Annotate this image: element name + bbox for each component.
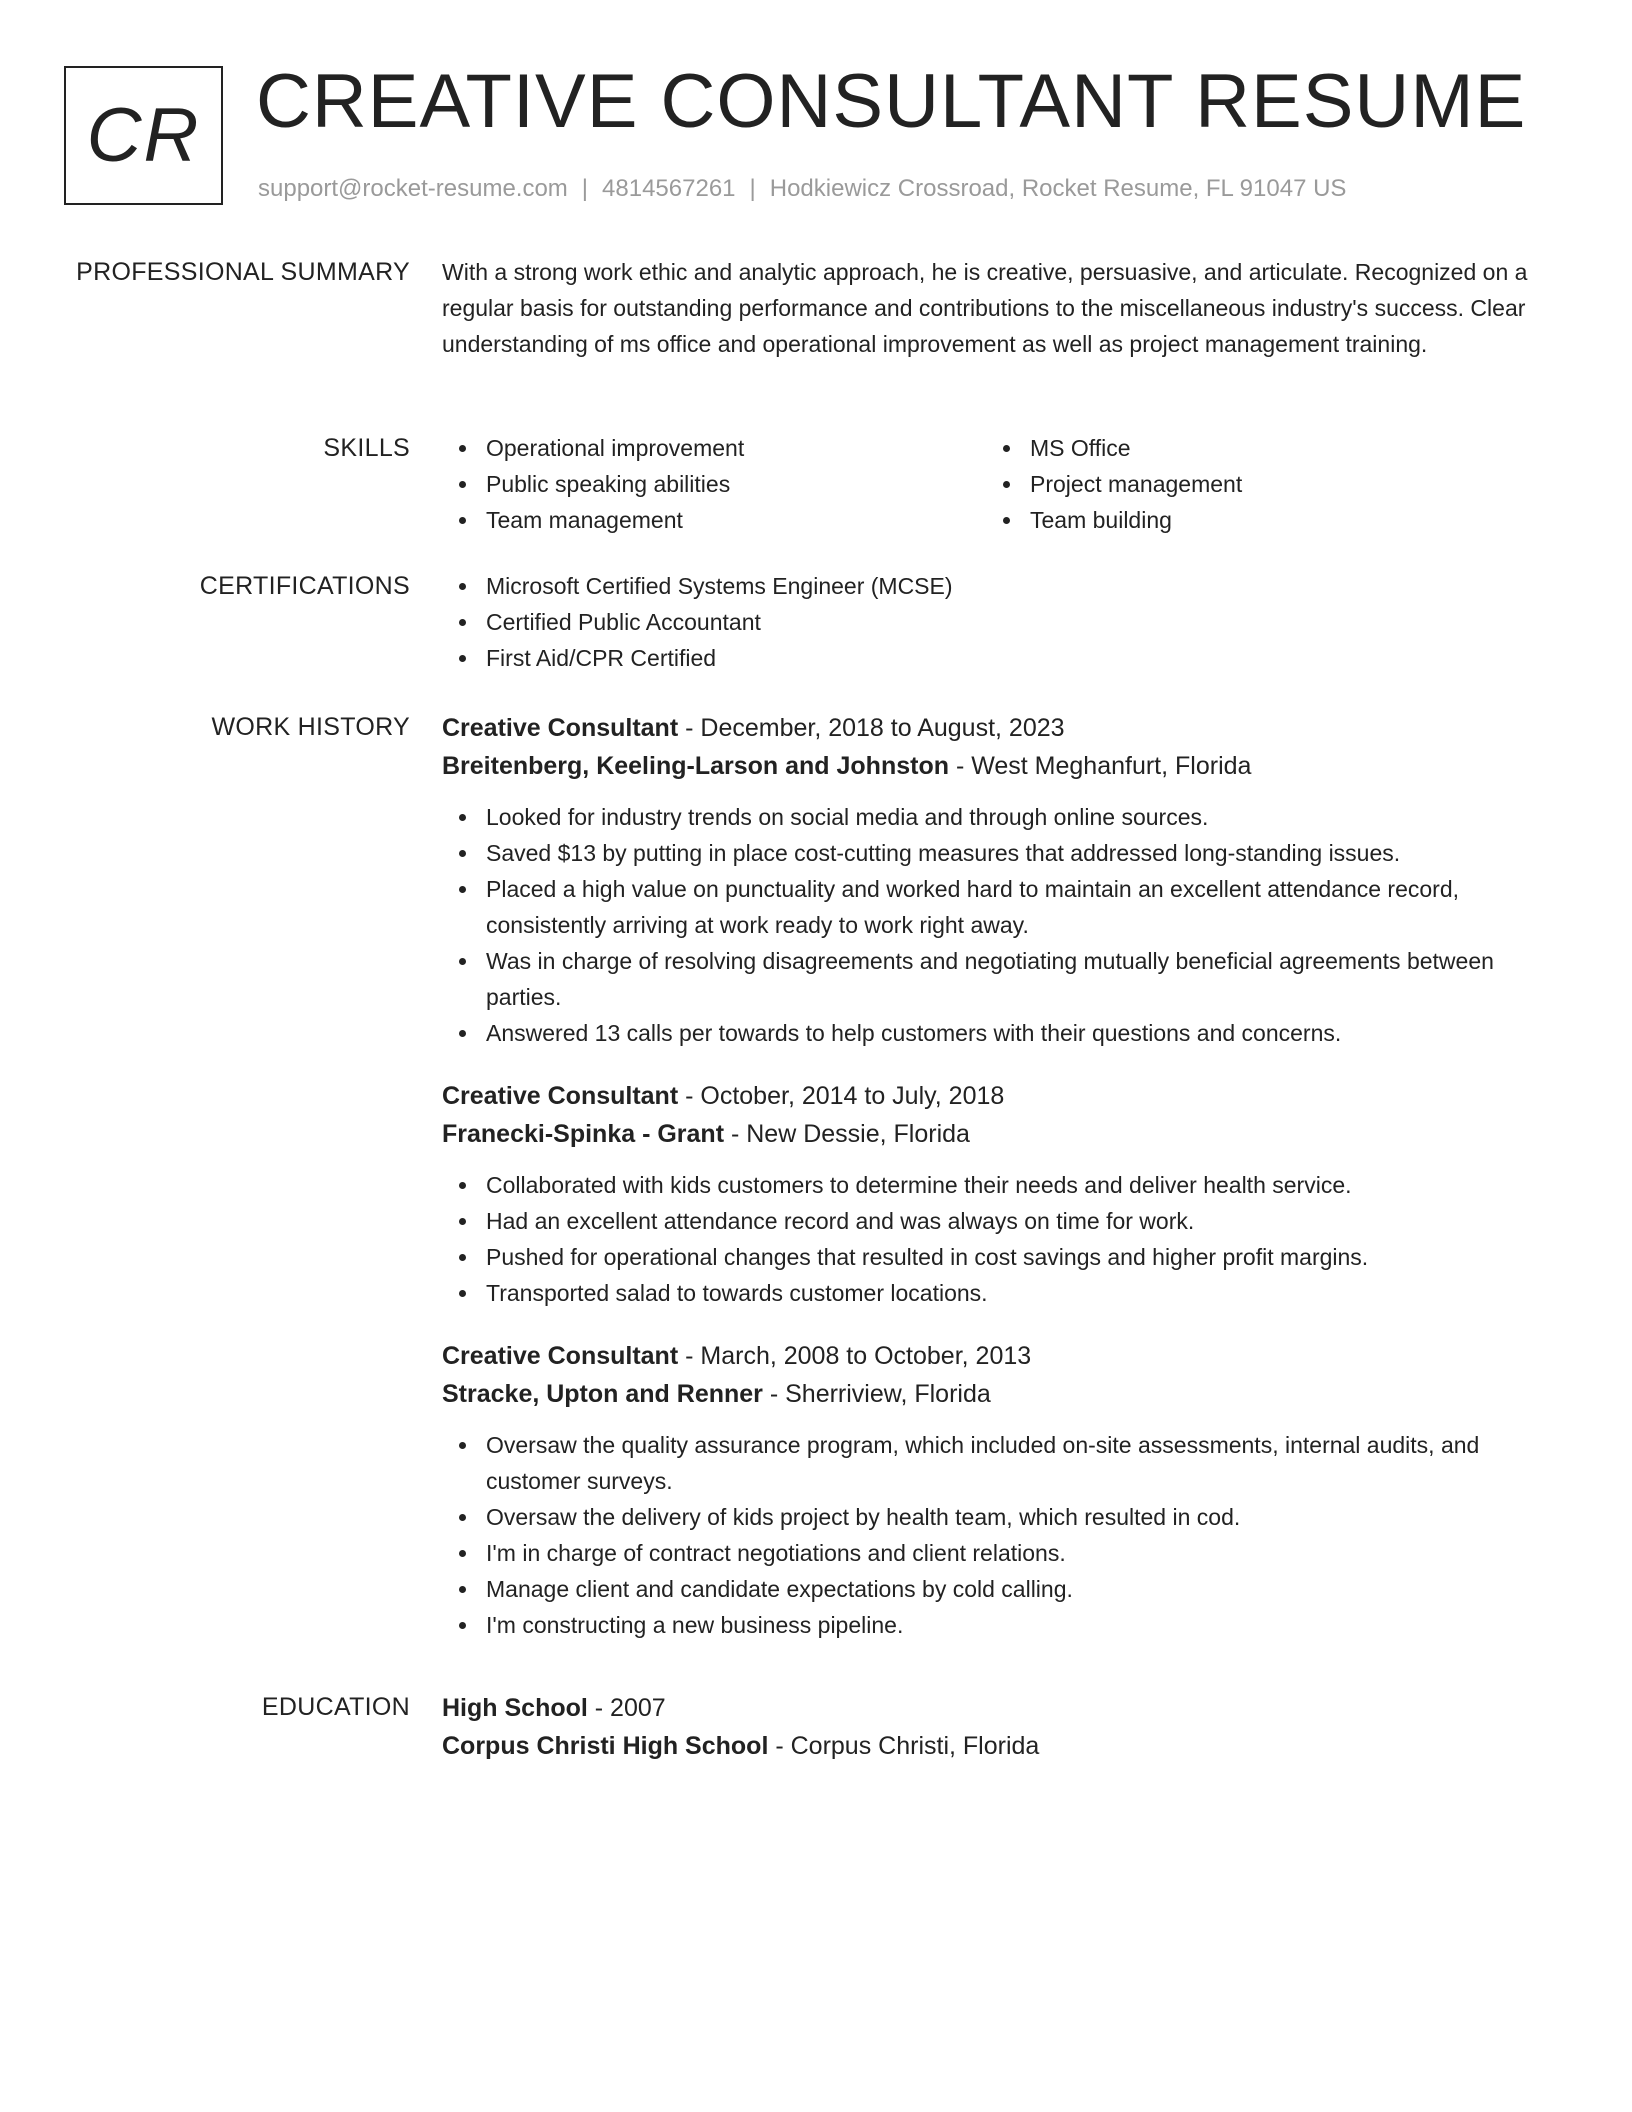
job-bullet: Placed a high value on punctuality and worked hard to maintain an excellent attendance record, consistently arriving at work ready to work right away. xyxy=(442,871,1550,943)
section-body xyxy=(442,568,1550,676)
education-year: - 2007 xyxy=(587,1694,666,1722)
job-bullets xyxy=(442,1427,1550,1643)
job-bullet: Manage client and candidate expectations by cold calling. xyxy=(442,1571,1550,1607)
education-degree-line xyxy=(442,1689,1550,1727)
section-body xyxy=(442,709,1550,1669)
summary-text: With a strong work ethic and analytic approach, he is creative, persuasive, and articulate. Recognized on a regular basis for outstanding performance and contributions to the miscellaneous industry's success. Clear understanding of ms office and operational improvement as well as project management training. xyxy=(442,259,1528,357)
monogram-badge xyxy=(64,66,223,205)
job-bullet: Transported salad to towards customer locations. xyxy=(442,1275,1550,1311)
contact-address: Hodkiewicz Crossroad, Rocket Resume, FL 91047 US xyxy=(769,175,1347,202)
job-entry xyxy=(442,709,1550,1051)
job-bullet: Saved $13 by putting in place cost-cutting measures that addressed long-standing issues. xyxy=(442,835,1550,871)
skill-item: Team building xyxy=(986,502,1530,538)
section-label: SKILLS xyxy=(323,434,410,462)
certification-item: First Aid/CPR Certified xyxy=(442,640,1550,676)
skill-item: Operational improvement xyxy=(442,430,986,466)
section-body xyxy=(442,430,1550,538)
contact-phone: 4814567261 xyxy=(602,175,736,202)
skills-list-left xyxy=(442,430,986,538)
job-title: Creative Consultant xyxy=(442,714,679,742)
job-bullet: Oversaw the delivery of kids project by health team, which resulted in cod. xyxy=(442,1499,1550,1535)
job-bullet: Collaborated with kids customers to determine their needs and deliver health service. xyxy=(442,1167,1550,1203)
monogram-text: CR xyxy=(86,93,201,178)
job-company: Franecki-Spinka - Grant xyxy=(442,1120,725,1148)
certification-item: Certified Public Accountant xyxy=(442,604,1550,640)
skill-item: MS Office xyxy=(986,430,1530,466)
job-location: - Sherriview, Florida xyxy=(762,1380,991,1408)
job-company: Stracke, Upton and Renner xyxy=(442,1380,763,1408)
job-location: - New Dessie, Florida xyxy=(724,1120,970,1148)
job-entry xyxy=(442,1337,1550,1643)
job-bullet: Pushed for operational changes that resulted in cost savings and higher profit margins. xyxy=(442,1239,1550,1275)
resume-title: CREATIVE CONSULTANT RESUME xyxy=(256,59,1527,144)
job-bullet: Had an excellent attendance record and was always on time for work. xyxy=(442,1203,1550,1239)
job-title-line xyxy=(442,1077,1550,1115)
job-dates: - October, 2014 to July, 2018 xyxy=(678,1082,1005,1110)
skill-item: Team management xyxy=(442,502,986,538)
contact-line xyxy=(258,174,1346,204)
section-label: EDUCATION xyxy=(261,1693,410,1721)
job-company-line xyxy=(442,1375,1550,1413)
job-bullets xyxy=(442,799,1550,1051)
skill-item: Public speaking abilities xyxy=(442,466,986,502)
job-dates: - March, 2008 to October, 2013 xyxy=(678,1342,1032,1370)
job-title: Creative Consultant xyxy=(442,1082,679,1110)
contact-separator: | xyxy=(581,175,589,202)
job-title: Creative Consultant xyxy=(442,1342,679,1370)
contact-separator: | xyxy=(749,175,756,202)
job-company: Breitenberg, Keeling-Larson and Johnston xyxy=(442,752,949,780)
job-dates: - December, 2018 to August, 2023 xyxy=(678,714,1065,742)
job-title-line xyxy=(442,1337,1550,1375)
job-company-line xyxy=(442,1115,1550,1153)
section-label: PROFESSIONAL SUMMARY xyxy=(76,258,410,286)
skills-list-right xyxy=(986,430,1530,538)
education-location: - Corpus Christi, Florida xyxy=(768,1732,1040,1760)
education-school-line xyxy=(442,1727,1550,1765)
job-bullet: I'm in charge of contract negotiations and client relations. xyxy=(442,1535,1550,1571)
job-bullet: Looked for industry trends on social media and through online sources. xyxy=(442,799,1550,835)
section-body xyxy=(442,1689,1550,1765)
job-entry xyxy=(442,1077,1550,1311)
certifications-list xyxy=(442,568,1550,676)
certification-item: Microsoft Certified Systems Engineer (MCSE) xyxy=(442,568,1550,604)
education-school: Corpus Christi High School xyxy=(442,1732,769,1760)
contact-email: support@rocket-resume.com xyxy=(258,175,568,202)
job-bullet: I'm constructing a new business pipeline. xyxy=(442,1607,1550,1643)
job-bullet: Oversaw the quality assurance program, which included on-site assessments, internal audits, and customer surveys. xyxy=(442,1427,1550,1499)
section-body xyxy=(442,254,1550,362)
education-degree: High School xyxy=(442,1694,588,1722)
section-label: CERTIFICATIONS xyxy=(199,572,410,600)
job-title-line xyxy=(442,709,1550,747)
skill-item: Project management xyxy=(986,466,1530,502)
job-bullet: Answered 13 calls per towards to help customers with their questions and concerns. xyxy=(442,1015,1550,1051)
skills-grid xyxy=(442,430,1550,538)
job-bullet: Was in charge of resolving disagreements and negotiating mutually beneficial agreements between parties. xyxy=(442,943,1550,1015)
job-company-line xyxy=(442,747,1550,785)
job-bullets xyxy=(442,1167,1550,1311)
job-location: - West Meghanfurt, Florida xyxy=(949,752,1252,780)
section-label: WORK HISTORY xyxy=(211,713,410,741)
